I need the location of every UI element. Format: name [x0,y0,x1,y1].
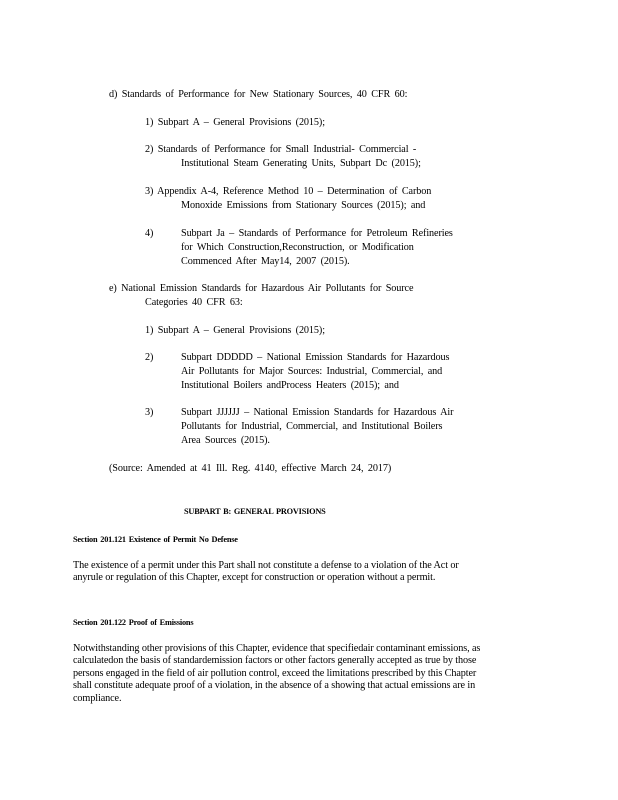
section-e-item-3-line-2: Pollutants for Industrial, Commercial, and Institutional Boilers [181,421,443,432]
section-e-item-1: 1) Subpart A – General Provisions (2015); [145,325,325,336]
section-122-heading: Section 201.122 Proof of Emissions [73,618,194,627]
section-e-item-2-line-3: Institutional Boilers andProcess Heaters (2015); and [181,380,399,391]
section-d-item-4-line-3: Commenced After May14, 2007 (2015). [181,256,350,267]
section-e-heading-line-2: Categories 40 CFR 63: [145,297,243,308]
section-d-heading: d) Standards of Performance for New Stationary Sources, 40 CFR 60: [109,89,408,100]
section-e-item-3-line-3: Area Sources (2015). [181,435,270,446]
section-e-item-2-number: 2) [145,352,154,363]
section-122-body: Notwithstanding other provisions of this Chapter, evidence that specifiedair contaminant emissions, as calculatedon the basis of standardemission factors or other factors generally accepted as true by those persons engaged in the field of air pollution control, exceed the limitations prescribed by this Chapter shall constitute adequate proof of a violation, in the absence of a showing that actual emissions are in compliance. [73,643,481,704]
section-e-item-2-line-2: Air Pollutants for Major Sources: Industrial, Commercial, and [181,366,443,377]
section-d-item-2-line-2: Institutional Steam Generating Units, Subpart Dc (2015); [181,158,421,169]
subpart-heading: SUBPART B: GENERAL PROVISIONS [184,507,326,516]
section-d-item-3-line-2: Monoxide Emissions from Stationary Sources (2015); and [181,200,426,211]
section-d-item-4-number: 4) [145,228,154,239]
section-d-item-4-line-1: Subpart Ja – Standards of Performance for Petroleum Refineries [181,228,453,239]
section-e-heading-line-1: e) National Emission Standards for Hazardous Air Pollutants for Source [109,283,414,294]
section-e-item-2-line-1: Subpart DDDDD – National Emission Standards for Hazardous [181,352,450,363]
section-d-item-1: 1) Subpart A – General Provisions (2015); [145,117,325,128]
section-d-item-3-line-1: 3) Appendix A-4, Reference Method 10 – Determination of Carbon [145,186,432,197]
section-e-item-3-line-1: Subpart JJJJJJ – National Emission Standards for Hazardous Air [181,407,454,418]
section-121-heading: Section 201.121 Existence of Permit No Defense [73,535,238,544]
section-d-item-2-line-1: 2) Standards of Performance for Small Industrial- Commercial - [145,144,417,155]
source-note: (Source: Amended at 41 Ill. Reg. 4140, effective March 24, 2017) [109,463,392,474]
section-121-body: The existence of a permit under this Part shall not constitute a defense to a violation of the Act or anyrule or regulation of this Chapter, except for construction or operation without a permit. [73,560,459,584]
section-e-item-3-number: 3) [145,407,154,418]
section-d-item-4-line-2: for Which Construction,Reconstruction, or Modification [181,242,414,253]
